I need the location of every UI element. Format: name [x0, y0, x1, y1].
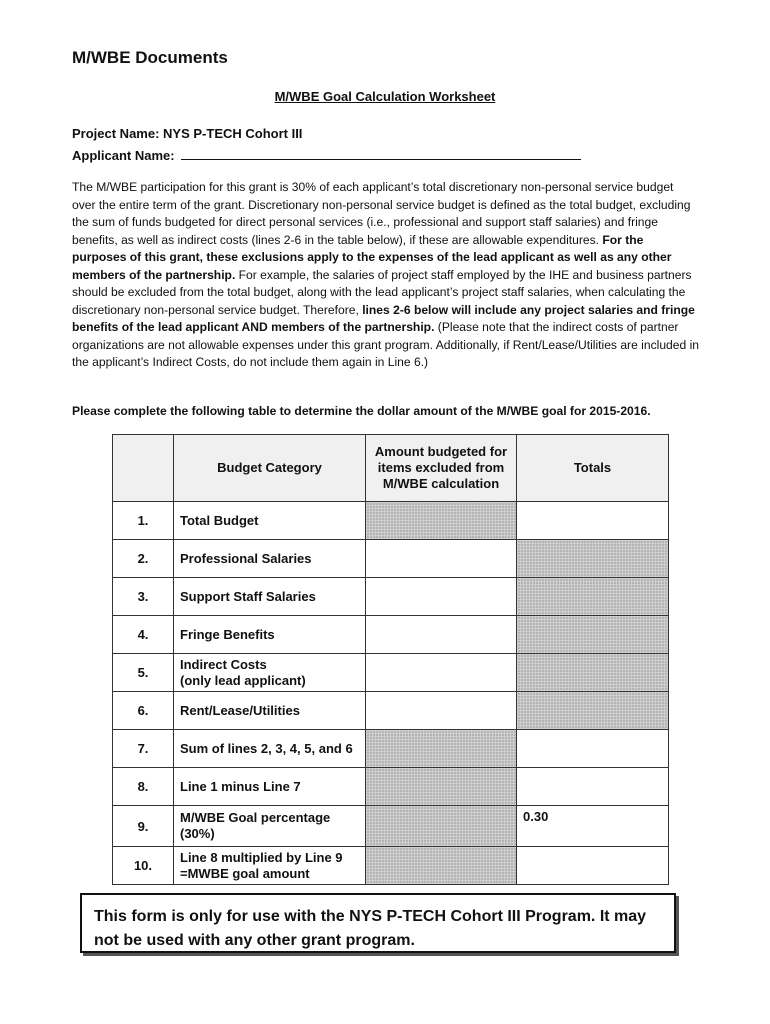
shaded-cell — [366, 502, 517, 540]
amount-input-cell[interactable] — [366, 578, 517, 616]
totals-input-cell[interactable] — [517, 502, 669, 540]
shaded-cell — [517, 578, 669, 616]
row-label: Rent/Lease/Utilities — [174, 692, 366, 730]
header-amount-excluded: Amount budgeted for items excluded from M/WBE calculation — [366, 435, 517, 502]
table-row — [113, 540, 669, 578]
table-instruction: Please complete the following table to determine the dollar amount of the M/WBE goal for 2015-2016. — [72, 404, 651, 418]
amount-input-cell[interactable] — [366, 540, 517, 578]
row-label: Line 8 multiplied by Line 9 =MWBE goal amount — [174, 847, 366, 885]
paragraph-part: The M/WBE participation for this grant is 30% of each applicant’s total discretionary non-personal service budget over the entire term of the grant. Discretionary non-personal service budget is defined as the total budget, excluding the sum of funds budgeted for direct personal services (i.e., professional and support staff salaries) and fringe benefits, as well as indirect costs (lines 2-6 in the table below), if these are allowable expenditures. — [72, 180, 691, 247]
table-row — [113, 768, 669, 806]
amount-input-cell[interactable] — [366, 616, 517, 654]
row-number: 10. — [113, 847, 174, 885]
shaded-cell — [517, 692, 669, 730]
row-number: 3. — [113, 578, 174, 616]
row-number: 8. — [113, 768, 174, 806]
row-label: Professional Salaries — [174, 540, 366, 578]
shaded-cell — [366, 730, 517, 768]
shaded-cell — [366, 768, 517, 806]
row-label: Fringe Benefits — [174, 616, 366, 654]
paragraph-part: (Please note that the indirect costs of partner organizations are not allowable expenses under this grant program. Additionally, if Rent/Lease/Utilities are included in the applicant’s Indirect Costs, do not include them again in Line 6.) — [72, 320, 699, 369]
goal-calculation-table — [112, 434, 669, 885]
row-number: 4. — [113, 616, 174, 654]
row-number: 9. — [113, 806, 174, 847]
header-number-cell — [113, 435, 174, 502]
row-label: Sum of lines 2, 3, 4, 5, and 6 — [174, 730, 366, 768]
row-number: 7. — [113, 730, 174, 768]
row-number: 1. — [113, 502, 174, 540]
shaded-cell — [366, 806, 517, 847]
shaded-cell — [366, 847, 517, 885]
table-row — [113, 616, 669, 654]
document-heading: M/WBE Documents — [72, 48, 228, 67]
row-label: Indirect Costs (only lead applicant) — [174, 654, 366, 692]
totals-input-cell[interactable] — [517, 768, 669, 806]
row-number: 6. — [113, 692, 174, 730]
table-row — [113, 578, 669, 616]
table-row — [113, 847, 669, 885]
usage-notice-box: This form is only for use with the NYS P-TECH Cohort III Program. It may not be used with any other grant program. — [80, 893, 676, 953]
worksheet-title — [0, 89, 770, 104]
worksheet-title-text: M/WBE Goal Calculation Worksheet — [274, 89, 496, 104]
row-label: Line 1 minus Line 7 — [174, 768, 366, 806]
row-label: Support Staff Salaries — [174, 578, 366, 616]
applicant-name-row — [72, 146, 581, 163]
table-row — [113, 692, 669, 730]
header-totals: Totals — [517, 435, 669, 502]
explanation-paragraph — [72, 179, 700, 372]
totals-input-cell[interactable] — [517, 847, 669, 885]
row-number: 2. — [113, 540, 174, 578]
applicant-name-field[interactable] — [181, 146, 581, 160]
amount-input-cell[interactable] — [366, 692, 517, 730]
paragraph-part: For example, the salaries of project staff employed by the IHE and business partners should be excluded from the total budget, along with the lead applicant’s project staff salaries, when calculating the discretionary non-personal service budget. Therefore, — [72, 267, 692, 317]
header-budget-category: Budget Category — [174, 435, 366, 502]
amount-input-cell[interactable] — [366, 654, 517, 692]
table-row — [113, 730, 669, 768]
table-row — [113, 502, 669, 540]
shaded-cell — [517, 654, 669, 692]
table-row — [113, 806, 669, 847]
paragraph-bold-part: lines 2-6 below will include any project salaries and fringe benefits of the lead applicant AND members of the partnership. — [72, 302, 695, 334]
applicant-name-label: Applicant Name: — [72, 148, 175, 163]
row-number: 5. — [113, 654, 174, 692]
shaded-cell — [517, 540, 669, 578]
row-label: M/WBE Goal percentage (30%) — [174, 806, 366, 847]
paragraph-bold-part: For the purposes of this grant, these exclusions apply to the expenses of the lead applicant as well as any other members of the partnership. — [72, 232, 672, 282]
goal-percentage-value: 0.30 — [517, 806, 669, 847]
project-name: Project Name: NYS P-TECH Cohort III — [72, 126, 303, 141]
shaded-cell — [517, 616, 669, 654]
totals-input-cell[interactable] — [517, 730, 669, 768]
table-header-row — [113, 435, 669, 502]
row-label: Total Budget — [174, 502, 366, 540]
table-row — [113, 654, 669, 692]
